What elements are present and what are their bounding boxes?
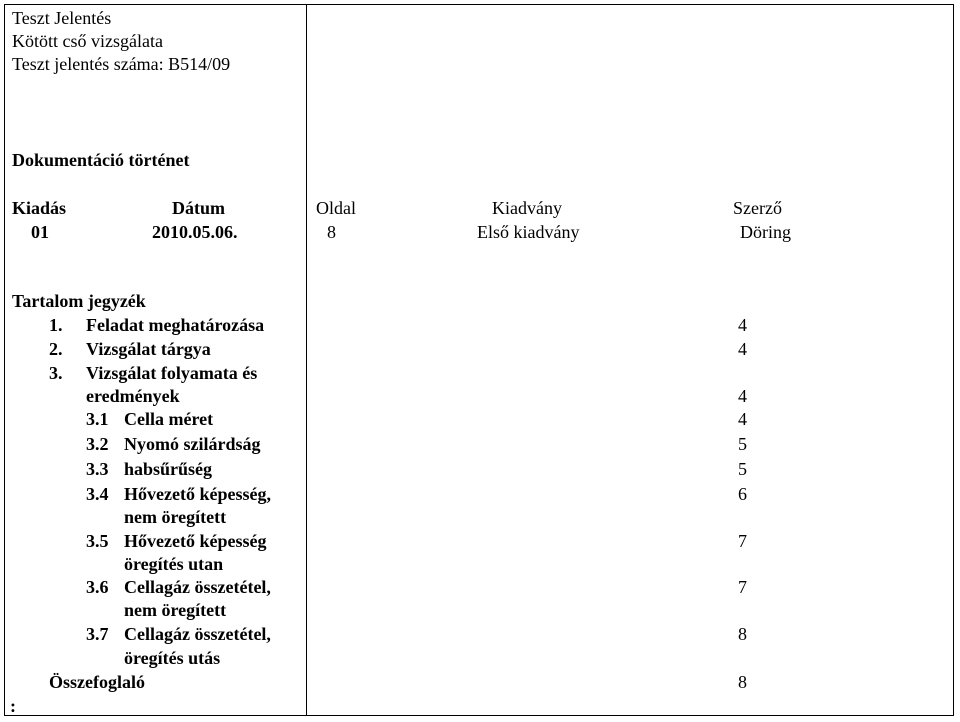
history-col-kiadas: Kiadás	[12, 198, 67, 218]
toc-item-label: habsűrűség	[124, 459, 213, 479]
toc-item-label: Hővezető képesség	[124, 531, 267, 551]
toc-item-label-cont: öregítés utan	[124, 554, 224, 574]
toc-item-page: 7	[738, 577, 747, 597]
toc-item-num: 3.1	[86, 409, 109, 429]
history-cell-kiadas: 01	[31, 222, 49, 242]
toc-item-label-cont: eredmények	[86, 386, 180, 406]
history-cell-datum: 2010.05.06.	[152, 222, 238, 242]
toc-item-num: 2.	[49, 339, 63, 359]
history-col-oldal: Oldal	[316, 198, 356, 218]
toc-item-num: 3.6	[86, 577, 109, 597]
toc-item-page: 8	[738, 624, 747, 644]
report-subtitle: Kötött cső vizsgálata	[12, 31, 163, 51]
trailing-colon: :	[10, 696, 16, 716]
toc-item-num: 3.5	[86, 531, 109, 551]
toc-item-num: 3.2	[86, 434, 109, 454]
toc-item-page: 7	[738, 531, 747, 551]
toc-item-page: 6	[738, 484, 747, 504]
toc-summary-page: 8	[738, 672, 747, 692]
history-col-kiadvany: Kiadvány	[492, 198, 562, 218]
toc-item-label: Vizsgálat tárgya	[86, 339, 211, 359]
history-cell-szerzo: Döring	[740, 222, 791, 242]
toc-item-label: Vizsgálat folyamata és	[86, 363, 258, 383]
toc-item-label-cont: öregítés utás	[124, 648, 221, 668]
history-cell-oldal: 8	[327, 222, 336, 242]
toc-item-page: 4	[738, 409, 747, 429]
report-title: Teszt Jelentés	[12, 8, 112, 28]
column-divider	[306, 4, 307, 716]
history-col-datum: Dátum	[172, 198, 225, 218]
toc-item-num: 3.7	[86, 624, 109, 644]
toc-item-page: 5	[738, 459, 747, 479]
toc-item-label: Hővezető képesség,	[124, 484, 271, 504]
toc-item-num: 3.4	[86, 484, 109, 504]
toc-item-label: Nyomó szilárdság	[124, 434, 261, 454]
toc-title: Tartalom jegyzék	[12, 291, 146, 311]
toc-item-page: 4	[738, 339, 747, 359]
toc-item-page: 5	[738, 434, 747, 454]
toc-item-num: 1.	[49, 315, 63, 335]
toc-summary-label: Összefoglaló	[49, 672, 145, 692]
toc-item-label: Cella méret	[124, 409, 214, 429]
toc-item-label: Cellagáz összetétel,	[124, 577, 271, 597]
report-number: Teszt jelentés száma: B514/09	[12, 54, 231, 74]
history-col-szerzo: Szerző	[733, 198, 782, 218]
toc-item-label-cont: nem öregített	[124, 507, 227, 527]
toc-item-num: 3.3	[86, 459, 109, 479]
toc-item-label: Feladat meghatározása	[86, 315, 265, 335]
toc-item-label: Cellagáz összetétel,	[124, 624, 271, 644]
toc-item-num: 3.	[49, 363, 63, 383]
history-title: Dokumentáció történet	[12, 150, 190, 170]
history-cell-kiadvany: Első kiadvány	[477, 222, 580, 242]
toc-item-page: 4	[738, 386, 747, 406]
toc-item-label-cont: nem öregített	[124, 600, 227, 620]
toc-item-page: 4	[738, 315, 747, 335]
